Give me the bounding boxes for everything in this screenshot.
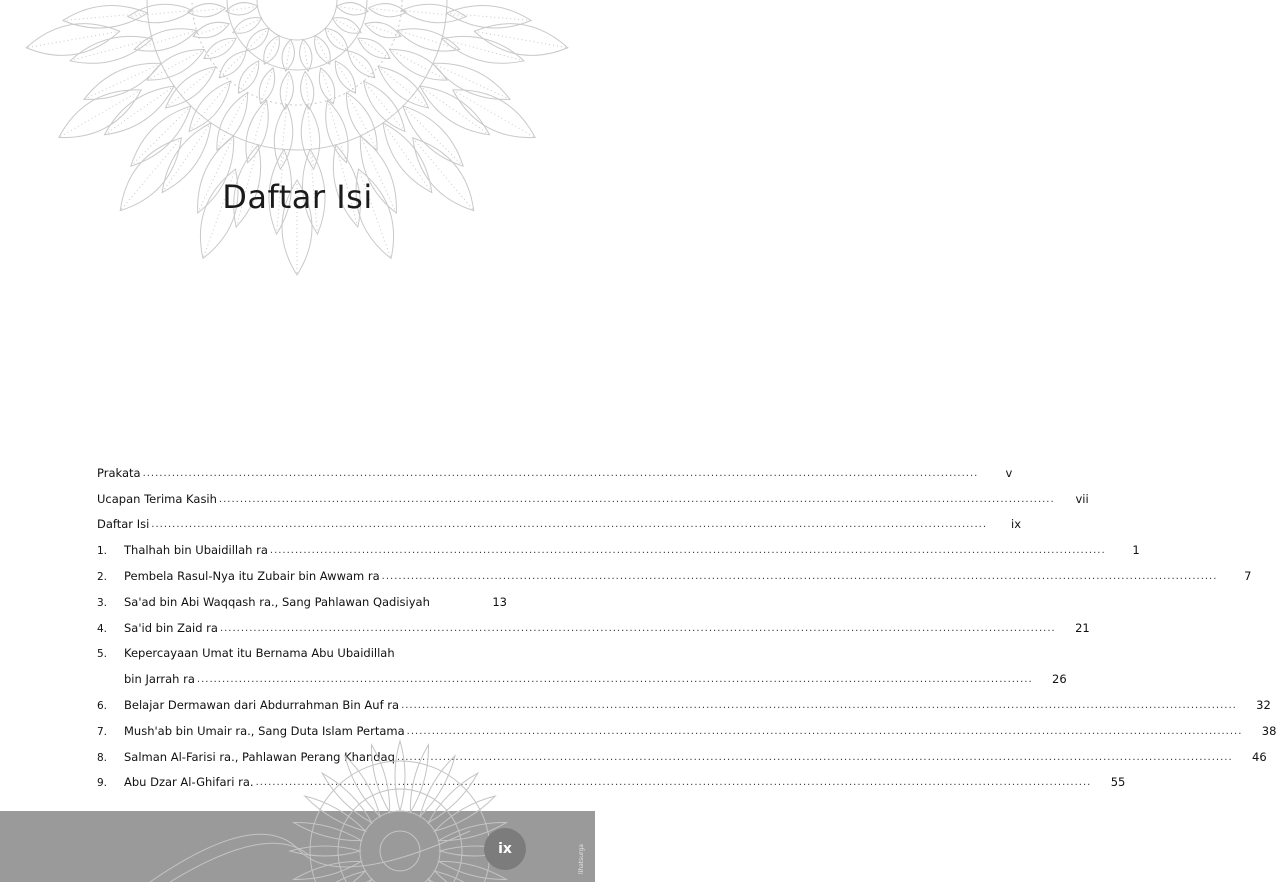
toc-row [97,512,1022,538]
toc-number: 5. [97,648,108,661]
toc-row [97,718,1276,744]
toc-page-number: 13 [492,594,507,609]
toc-page-number: 38 [1261,723,1276,738]
toc-leader-dots: ........................................................................................................................................................................................................ [269,545,1106,557]
toc-row [97,589,507,615]
toc-row [97,615,1090,641]
toc-entry-title: Abu Dzar Al-Ghifari ra. [124,775,254,790]
toc-leader-dots: ........................................................................................................................................................................................................ [396,751,1233,763]
toc-page-number: 55 [1110,775,1126,790]
toc-leader-dots: ........................................................................................................................................................................................................ [151,519,988,531]
toc-leader-dots: ........................................................................................................................................................................................................ [381,570,1218,582]
toc-page-number: v [1005,465,1013,480]
toc-row [97,692,1271,718]
toc-number: 8. [97,751,108,764]
toc-number: 3. [97,596,108,609]
toc-row [97,641,507,667]
toc-number: 2. [97,570,108,583]
toc-entry-title: Daftar Isi [97,517,150,532]
page-number-badge [484,828,526,870]
toc-leader-dots: ........................................................................................................................................................................................................ [401,699,1237,711]
toc-row [97,666,1067,692]
toc-leader-dots: ........................................................................................................................................................................................................ [219,622,1056,634]
table-of-contents [97,460,1276,795]
toc-entry-title: Mush'ab bin Umair ra., Sang Duta Islam Pertama [124,723,405,738]
toc-leader-dots: ........................................................................................................................................................................................................ [196,674,1033,686]
toc-leader-dots: ........................................................................................................................................................................................................ [255,777,1092,789]
toc-page-number: 21 [1075,620,1090,635]
mandala-ornament [0,0,595,290]
page-number: ix [498,841,512,857]
toc-number: 6. [97,699,108,712]
toc-page-number: 26 [1052,672,1067,687]
toc-number: 9. [97,777,108,790]
toc-page-number: 1 [1132,543,1140,558]
toc-number: 1. [97,545,108,558]
toc-entry-title: Pembela Rasul-Nya itu Zubair bin Awwam ra [124,568,380,583]
side-watermark [578,826,588,876]
toc-row [97,563,1252,589]
toc-leader-dots: ........................................................................................................................................................................................................ [142,467,979,479]
page-title: Daftar Isi [222,178,373,216]
toc-page-number: vii [1075,491,1089,506]
toc-row [97,537,1140,563]
toc-entry-title: Ucapan Terima Kasih [97,491,217,506]
toc-entry-title: Prakata [97,465,141,480]
toc-leader-dots: ........................................................................................................................................................................................................ [406,725,1243,737]
toc-entry-title: Salman Al-Farisi ra., Pahlawan Perang Khandaq [124,749,395,764]
toc-number: 7. [97,725,108,738]
toc-entry-title: Sa'ad bin Abi Waqqash ra., Sang Pahlawan Qadisiyah [124,594,430,609]
toc-page-number: 7 [1244,568,1252,583]
toc-page-number: ix [1011,517,1022,532]
toc-page-number: 46 [1252,749,1267,764]
toc-entry-title: Kepercayaan Umat itu Bernama Abu Ubaidillah [124,646,395,661]
toc-page-number: 32 [1256,697,1271,712]
toc-entry-title: Belajar Dermawan dari Abdurrahman Bin Auf ra [124,697,400,712]
toc-entry-title: bin Jarrah ra [124,672,195,687]
toc-row [97,486,1089,512]
toc-entry-title: Sa'id bin Zaid ra [124,620,218,635]
toc-number: 4. [97,622,108,635]
toc-row [97,460,1013,486]
toc-leader-dots: ........................................................................................................................................................................................................ [218,493,1055,505]
side-watermark-text: lihatsurga [578,844,585,874]
toc-entry-title: Thalhah bin Ubaidillah ra [124,543,268,558]
